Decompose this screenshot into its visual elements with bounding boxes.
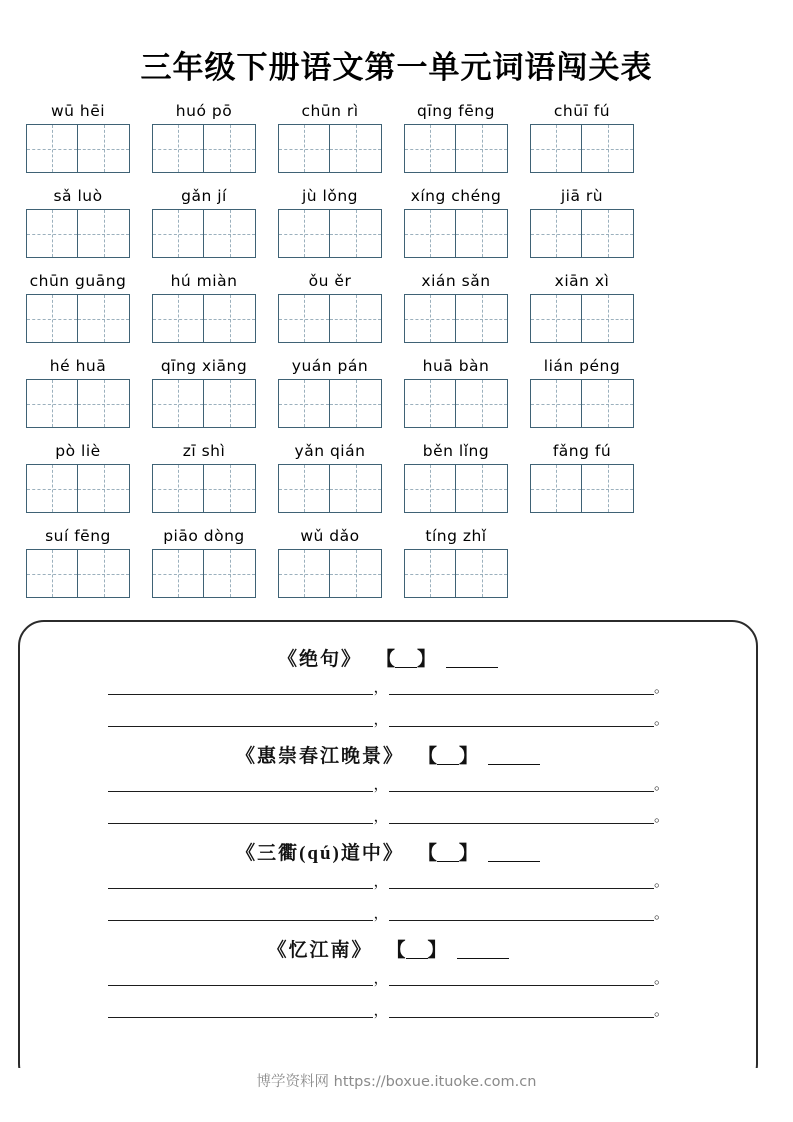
word-item: [404, 102, 508, 173]
tianzige-cell[interactable]: [153, 295, 204, 342]
pinyin-label: běn lǐng: [422, 442, 490, 460]
tianzige-cell[interactable]: [456, 465, 507, 512]
tianzige-grid[interactable]: [404, 464, 508, 513]
dynasty-bracket[interactable]: [386, 935, 446, 962]
author-blank[interactable]: [457, 958, 509, 959]
tianzige-cell[interactable]: [27, 295, 78, 342]
pinyin-label: qīng fēng: [417, 102, 495, 120]
pinyin-label: wǔ dǎo: [300, 527, 360, 545]
poem-heading: [50, 838, 726, 865]
tianzige-cell[interactable]: [153, 465, 204, 512]
pinyin-label: chūī fú: [553, 102, 611, 120]
answer-blank[interactable]: [389, 709, 654, 727]
answer-blank[interactable]: [108, 677, 373, 695]
poem-list: [20, 622, 756, 1018]
tianzige-cell[interactable]: [531, 380, 582, 427]
bracket-open: 【: [375, 649, 395, 670]
poem-block: [50, 935, 726, 1018]
word-item: [278, 272, 382, 343]
pinyin-label: xián sǎn: [421, 272, 491, 290]
pinyin-label: hú miàn: [170, 272, 238, 290]
comma-punctuation: ，: [373, 809, 389, 825]
word-row: [26, 443, 771, 513]
poem-heading: [50, 935, 726, 962]
pinyin-label: ǒu ěr: [308, 272, 352, 290]
poem-answer-line: [50, 871, 726, 889]
word-item: [152, 187, 256, 258]
word-item: [530, 442, 634, 513]
tianzige-cell[interactable]: [153, 550, 204, 597]
word-item: [26, 442, 130, 513]
answer-blank[interactable]: [108, 806, 373, 824]
tianzige-cell[interactable]: [153, 380, 204, 427]
word-item: [404, 272, 508, 343]
poem-recitation-box: [18, 620, 758, 1090]
bracket-close: 】: [459, 746, 479, 767]
answer-blank[interactable]: [389, 677, 654, 695]
bracket-close: 】: [417, 649, 437, 670]
tianzige-cell[interactable]: [582, 125, 633, 172]
tianzige-grid[interactable]: [26, 209, 130, 258]
tianzige-cell[interactable]: [279, 125, 330, 172]
pinyin-label: tíng zhǐ: [425, 527, 487, 545]
answer-blank[interactable]: [108, 1000, 373, 1018]
author-blank[interactable]: [446, 667, 498, 668]
tianzige-cell[interactable]: [330, 380, 381, 427]
author-blank[interactable]: [488, 861, 540, 862]
tianzige-grid[interactable]: [278, 379, 382, 428]
comma-punctuation: ，: [373, 874, 389, 890]
tianzige-grid[interactable]: [26, 549, 130, 598]
poem-title: 《三衢(qú)道中》: [236, 843, 404, 864]
tianzige-cell[interactable]: [330, 210, 381, 257]
tianzige-cell[interactable]: [405, 295, 456, 342]
poem-heading: [50, 644, 726, 671]
poem-answer-line: [50, 677, 726, 695]
tianzige-cell[interactable]: [582, 295, 633, 342]
pinyin-label: fǎng fú: [552, 442, 612, 460]
tianzige-grid[interactable]: [26, 379, 130, 428]
pinyin-label: wū hēi: [50, 102, 106, 120]
bracket-open: 【: [417, 843, 437, 864]
tianzige-cell[interactable]: [153, 210, 204, 257]
tianzige-cell[interactable]: [204, 550, 255, 597]
word-item: [530, 187, 634, 258]
tianzige-cell[interactable]: [456, 295, 507, 342]
tianzige-grid[interactable]: [404, 124, 508, 173]
dynasty-blank[interactable]: [395, 667, 417, 668]
answer-blank[interactable]: [389, 903, 654, 921]
tianzige-cell[interactable]: [531, 210, 582, 257]
tianzige-cell[interactable]: [456, 380, 507, 427]
tianzige-cell[interactable]: [78, 380, 129, 427]
tianzige-grid[interactable]: [404, 209, 508, 258]
tianzige-cell[interactable]: [204, 125, 255, 172]
poem-answer-line: [50, 709, 726, 727]
pinyin-label: xiān xì: [554, 272, 610, 290]
tianzige-grid[interactable]: [278, 124, 382, 173]
tianzige-cell[interactable]: [153, 125, 204, 172]
tianzige-cell[interactable]: [405, 380, 456, 427]
tianzige-cell[interactable]: [531, 295, 582, 342]
word-item: [404, 357, 508, 428]
poem-title: 《忆江南》: [267, 940, 373, 961]
word-item: [26, 527, 130, 598]
tianzige-grid[interactable]: [530, 464, 634, 513]
word-item: [152, 357, 256, 428]
pinyin-label: huā bàn: [422, 357, 490, 375]
word-row: [26, 528, 771, 598]
word-item: [26, 102, 130, 173]
tianzige-cell[interactable]: [279, 465, 330, 512]
tianzige-grid[interactable]: [26, 124, 130, 173]
comma-punctuation: ，: [373, 1003, 389, 1019]
word-item: [278, 527, 382, 598]
word-row: [26, 358, 771, 428]
period-punctuation: 。: [654, 971, 670, 987]
tianzige-cell[interactable]: [405, 550, 456, 597]
dynasty-bracket[interactable]: [418, 741, 478, 768]
word-item: [26, 187, 130, 258]
page-title: 三年级下册语文第一单元词语闯关表: [140, 50, 653, 85]
pinyin-label: piāo dòng: [163, 527, 245, 545]
tianzige-grid[interactable]: [530, 124, 634, 173]
dynasty-bracket[interactable]: [418, 838, 478, 865]
period-punctuation: 。: [654, 1003, 670, 1019]
tianzige-cell[interactable]: [531, 125, 582, 172]
tianzige-grid[interactable]: [26, 464, 130, 513]
word-grid-area: [0, 103, 793, 598]
pinyin-label: jù lǒng: [301, 187, 358, 205]
pinyin-label: hé huā: [49, 357, 107, 375]
tianzige-grid[interactable]: [530, 379, 634, 428]
poem-block: [50, 644, 726, 727]
word-item: [530, 272, 634, 343]
bracket-open: 【: [386, 940, 406, 961]
word-item: [152, 102, 256, 173]
comma-punctuation: ，: [373, 906, 389, 922]
tianzige-cell[interactable]: [279, 550, 330, 597]
period-punctuation: 。: [654, 680, 670, 696]
tianzige-cell[interactable]: [78, 550, 129, 597]
bracket-close: 】: [458, 843, 478, 864]
tianzige-cell[interactable]: [582, 465, 633, 512]
pinyin-label: yǎn qián: [294, 442, 366, 460]
tianzige-cell[interactable]: [330, 295, 381, 342]
tianzige-cell[interactable]: [204, 465, 255, 512]
tianzige-grid[interactable]: [404, 549, 508, 598]
pinyin-label: jiā rù: [560, 187, 604, 205]
word-item: [152, 527, 256, 598]
word-row: [26, 103, 771, 173]
pinyin-label: gǎn jí: [181, 187, 227, 205]
tianzige-cell[interactable]: [330, 125, 381, 172]
pinyin-label: lián péng: [543, 357, 621, 375]
word-item: [404, 442, 508, 513]
tianzige-cell[interactable]: [78, 295, 129, 342]
period-punctuation: 。: [654, 809, 670, 825]
tianzige-grid[interactable]: [26, 294, 130, 343]
answer-blank[interactable]: [389, 1000, 654, 1018]
tianzige-cell[interactable]: [27, 125, 78, 172]
word-row: [26, 188, 771, 258]
bracket-open: 【: [417, 746, 437, 767]
pinyin-label: xíng chéng: [410, 187, 502, 205]
tianzige-grid[interactable]: [152, 549, 256, 598]
pinyin-label: pò liè: [55, 442, 101, 460]
pinyin-label: zī shì: [182, 442, 226, 460]
tianzige-cell[interactable]: [204, 295, 255, 342]
answer-blank[interactable]: [108, 968, 373, 986]
tianzige-grid[interactable]: [278, 209, 382, 258]
tianzige-grid[interactable]: [530, 294, 634, 343]
poem-title: 《绝句》: [277, 649, 362, 670]
pinyin-label: qīng xiāng: [160, 357, 248, 375]
tianzige-cell[interactable]: [279, 380, 330, 427]
tianzige-cell[interactable]: [531, 465, 582, 512]
bracket-close: 】: [427, 940, 447, 961]
tianzige-cell[interactable]: [582, 210, 633, 257]
dynasty-blank[interactable]: [406, 958, 428, 959]
word-item: [26, 272, 130, 343]
tianzige-cell[interactable]: [405, 210, 456, 257]
tianzige-grid[interactable]: [530, 209, 634, 258]
dynasty-blank[interactable]: [437, 861, 459, 862]
dynasty-bracket[interactable]: [376, 644, 436, 671]
poem-answer-line: [50, 774, 726, 792]
answer-blank[interactable]: [389, 774, 654, 792]
answer-blank[interactable]: [108, 903, 373, 921]
word-item: [26, 357, 130, 428]
poem-block: [50, 741, 726, 824]
tianzige-cell[interactable]: [279, 295, 330, 342]
poem-block: [50, 838, 726, 921]
tianzige-cell[interactable]: [405, 465, 456, 512]
answer-blank[interactable]: [108, 871, 373, 889]
answer-blank[interactable]: [389, 968, 654, 986]
tianzige-cell[interactable]: [456, 210, 507, 257]
comma-punctuation: ，: [373, 712, 389, 728]
poem-heading: [50, 741, 726, 768]
tianzige-cell[interactable]: [27, 550, 78, 597]
poem-answer-line: [50, 903, 726, 921]
word-item: [530, 102, 634, 173]
tianzige-cell[interactable]: [330, 550, 381, 597]
pinyin-label: chūn rì: [301, 102, 359, 120]
tianzige-cell[interactable]: [279, 210, 330, 257]
answer-blank[interactable]: [389, 806, 654, 824]
word-item: [152, 272, 256, 343]
poem-title: 《惠崇春江晚景》: [235, 746, 404, 767]
tianzige-cell[interactable]: [204, 380, 255, 427]
word-item: [278, 357, 382, 428]
tianzige-grid[interactable]: [152, 379, 256, 428]
author-blank[interactable]: [488, 764, 540, 765]
poem-answer-line: [50, 1000, 726, 1018]
pinyin-label: sǎ luò: [53, 187, 103, 205]
tianzige-grid[interactable]: [278, 464, 382, 513]
pinyin-label: huó pō: [175, 102, 233, 120]
tianzige-cell[interactable]: [456, 125, 507, 172]
tianzige-grid[interactable]: [152, 124, 256, 173]
poem-answer-line: [50, 968, 726, 986]
word-item: [404, 527, 508, 598]
tianzige-grid[interactable]: [404, 294, 508, 343]
word-item: [530, 357, 634, 428]
period-punctuation: 。: [654, 906, 670, 922]
answer-blank[interactable]: [389, 871, 654, 889]
poem-answer-line: [50, 806, 726, 824]
tianzige-cell[interactable]: [78, 210, 129, 257]
tianzige-grid[interactable]: [152, 464, 256, 513]
word-item: [278, 187, 382, 258]
period-punctuation: 。: [654, 712, 670, 728]
pinyin-label: yuán pán: [291, 357, 369, 375]
word-item: [278, 102, 382, 173]
tianzige-cell[interactable]: [27, 380, 78, 427]
tianzige-grid[interactable]: [278, 294, 382, 343]
tianzige-cell[interactable]: [456, 550, 507, 597]
comma-punctuation: ，: [373, 971, 389, 987]
tianzige-cell[interactable]: [582, 380, 633, 427]
word-row: [26, 273, 771, 343]
word-item: [152, 442, 256, 513]
comma-punctuation: ，: [373, 680, 389, 696]
footer-watermark: 博学资料网 https://boxue.ituoke.com.cn: [0, 1068, 793, 1093]
answer-blank[interactable]: [108, 709, 373, 727]
word-item: [278, 442, 382, 513]
tianzige-cell[interactable]: [27, 465, 78, 512]
dynasty-blank[interactable]: [437, 764, 459, 765]
period-punctuation: 。: [654, 874, 670, 890]
tianzige-cell[interactable]: [330, 465, 381, 512]
tianzige-cell[interactable]: [78, 125, 129, 172]
tianzige-cell[interactable]: [78, 465, 129, 512]
tianzige-cell[interactable]: [204, 210, 255, 257]
pinyin-label: chūn guāng: [29, 272, 127, 290]
comma-punctuation: ，: [373, 777, 389, 793]
tianzige-grid[interactable]: [278, 549, 382, 598]
word-item: [404, 187, 508, 258]
answer-blank[interactable]: [108, 774, 373, 792]
tianzige-grid[interactable]: [152, 209, 256, 258]
tianzige-grid[interactable]: [152, 294, 256, 343]
tianzige-cell[interactable]: [405, 125, 456, 172]
tianzige-cell[interactable]: [27, 210, 78, 257]
pinyin-label: suí fēng: [45, 527, 111, 545]
period-punctuation: 。: [654, 777, 670, 793]
tianzige-grid[interactable]: [404, 379, 508, 428]
